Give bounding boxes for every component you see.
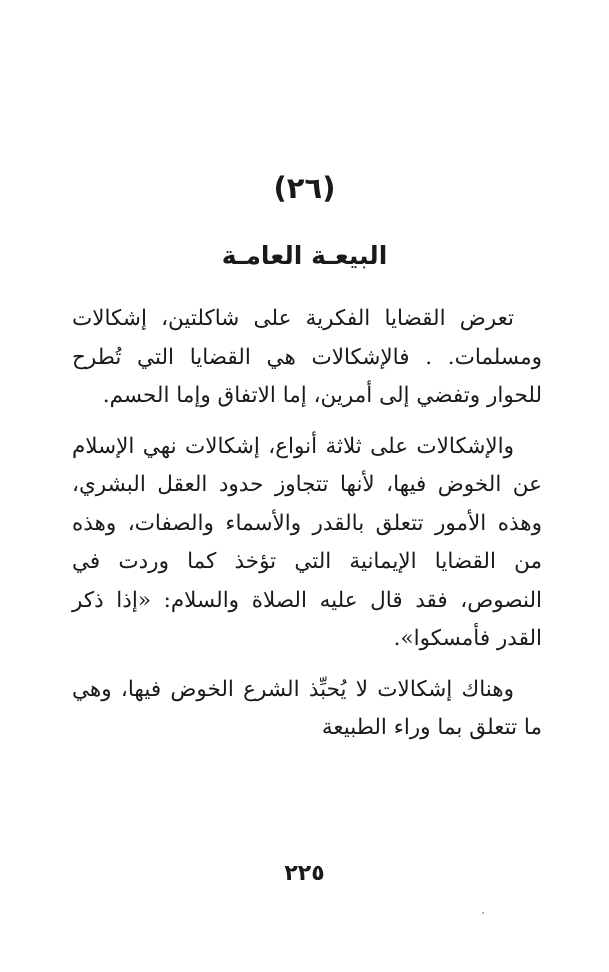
scan-speck: [482, 912, 484, 914]
chapter-number: (٢٦): [273, 171, 336, 205]
chapter-title: البيعـة العامـة: [221, 241, 388, 270]
paragraph: تعرض القضايا الفكرية على شاكلتين، إشكالات ومسلمات. . فالإشكالات هي القضايا التي تُطرح للحوار وتفضي إلى أمرين، إما الاتفاق وإما الحسم.: [72, 306, 542, 408]
body-text: [72, 300, 542, 760]
page-number: ٢٢٥: [284, 861, 325, 886]
paragraph: وهناك إشكالات لا يُحبِّذ الشرع الخوض فيها، وهي ما تتعلق بما وراء الطبيعة: [72, 676, 542, 740]
paragraph: والإشكالات على ثلاثة أنواع، إشكالات نهي الإسلام عن الخوض فيها، لأنها تتجاوز حدود العقل البشري، وهذه الأمور تتعلق بالقدر والأسماء والصفات، وهذه من القضايا الإيمانية التي تؤخذ كما وردت في النصوص، فقد قال عليه الصلاة والسلام: «إذا ذكر القدر فأمسكوا».: [72, 433, 542, 651]
